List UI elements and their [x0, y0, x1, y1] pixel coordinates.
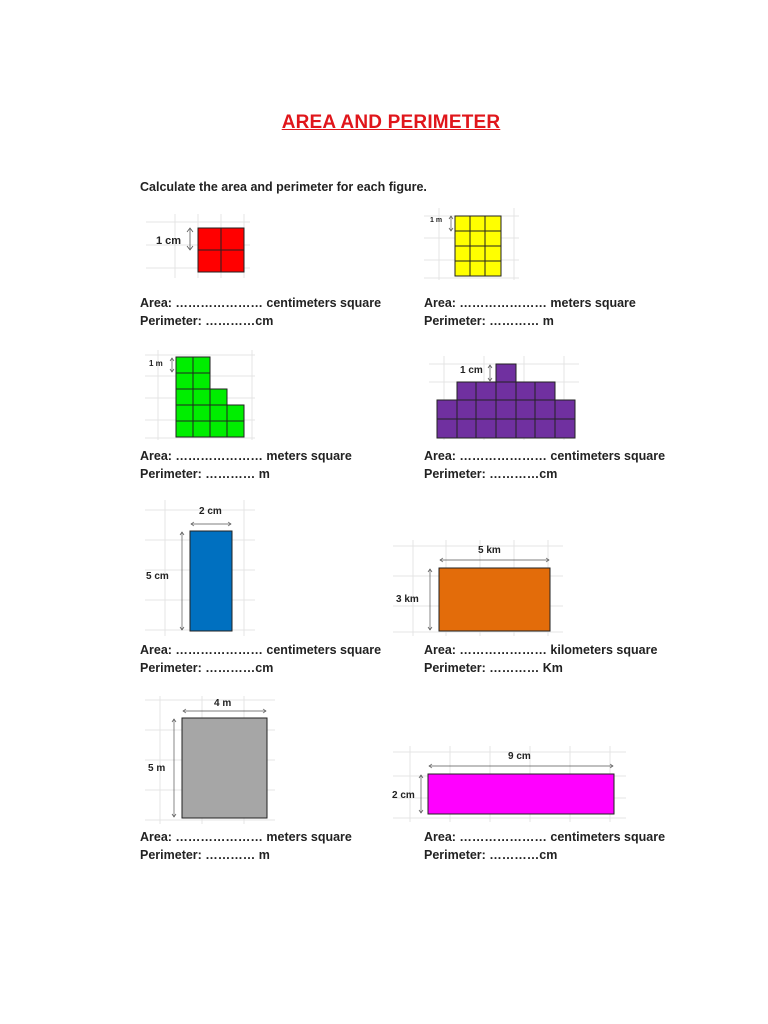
- red-square-figure: [140, 212, 260, 282]
- gray-rectangle-diagram: [140, 696, 280, 826]
- orange-rectangle-width-label: 5 km: [478, 545, 501, 556]
- magenta-rectangle-width-label: 9 cm: [508, 751, 531, 762]
- orange-rectangle-height-label: 3 km: [396, 594, 419, 605]
- yellow-grid-dimension-label: 1 m: [430, 217, 443, 224]
- red-square-perimeter-label: Perimeter: …………cm: [140, 314, 274, 328]
- magenta-rectangle-height-label: 2 cm: [392, 790, 415, 801]
- green-staircase-area-label: Area: ………………… meters square: [140, 449, 352, 463]
- gray-rectangle-figure: [140, 696, 280, 826]
- gray-rectangle-perimeter-label: Perimeter: ………… m: [140, 848, 270, 862]
- blue-rectangle-diagram: [140, 500, 260, 638]
- green-staircase-perimeter-label: Perimeter: ………… m: [140, 467, 270, 481]
- gray-rectangle-width-label: 4 m: [214, 698, 232, 709]
- magenta-rectangle-shape: [428, 774, 614, 814]
- purple-shape-area-label: Area: ………………… centimeters square: [424, 449, 666, 463]
- green-staircase-dimension-label: 1 m: [149, 359, 163, 368]
- orange-rectangle-perimeter-label: Perimeter: ………… Km: [424, 661, 563, 675]
- blue-rectangle-shape: [190, 531, 232, 631]
- blue-rectangle-area-label: Area: ………………… centimeters square: [140, 643, 382, 657]
- yellow-grid-perimeter-label: Perimeter: ………… m: [424, 314, 554, 328]
- magenta-rectangle-perimeter-label: Perimeter: …………cm: [424, 848, 558, 862]
- page-title: AREA AND PERIMETER: [281, 112, 501, 133]
- purple-shape-dimension-label: 1 cm: [460, 365, 483, 376]
- yellow-grid-area-label: Area: ………………… meters square: [424, 296, 636, 310]
- magenta-rectangle-figure: [388, 746, 628, 824]
- orange-rectangle-figure: [388, 540, 568, 638]
- gray-rectangle-shape: [182, 718, 267, 818]
- gray-rectangle-height-label: 5 m: [148, 763, 166, 774]
- gray-rectangle-area-label: Area: ………………… meters square: [140, 830, 352, 844]
- orange-rectangle-area-label: Area: ………………… kilometers square: [424, 643, 658, 657]
- blue-rectangle-height-label: 5 cm: [146, 571, 169, 582]
- red-square-dimension-label: 1 cm: [156, 235, 182, 247]
- orange-rectangle-shape: [439, 568, 550, 631]
- purple-shape-figure: [424, 356, 584, 442]
- blue-rectangle-figure: [140, 500, 260, 638]
- purple-shape-perimeter-label: Perimeter: …………cm: [424, 467, 558, 481]
- red-square-area-label: Area: ………………… centimeters square: [140, 296, 382, 310]
- purple-shape-body: [437, 364, 575, 438]
- instruction-text: Calculate the area and perimeter for each figure.: [140, 180, 427, 194]
- blue-rectangle-perimeter-label: Perimeter: …………cm: [140, 661, 274, 675]
- green-staircase-figure: [140, 350, 260, 442]
- yellow-grid-figure: [424, 208, 524, 283]
- purple-shape-diagram: [424, 356, 584, 442]
- magenta-rectangle-area-label: Area: ………………… centimeters square: [424, 830, 666, 844]
- blue-rectangle-width-label: 2 cm: [199, 506, 222, 517]
